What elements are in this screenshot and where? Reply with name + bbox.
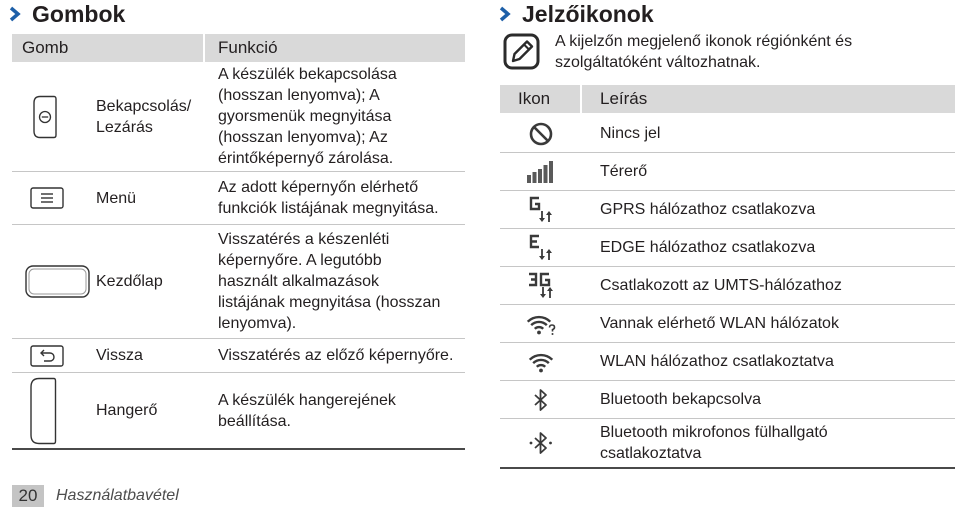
section-title: Gombok <box>32 0 126 27</box>
icon-cell <box>500 267 582 304</box>
key-name: Vissza <box>96 347 143 364</box>
icon-description: Bluetooth mikrofonos fülhallgató csatlakoztatva <box>600 424 828 462</box>
table-row <box>500 381 955 419</box>
volume-key-icon <box>29 377 57 445</box>
signal-strength-icon <box>527 161 555 183</box>
table-row <box>500 343 955 381</box>
note-text: A kijelzőn megjelenő ikonok régiónként és szolgáltatóként változhatnak. <box>555 33 853 71</box>
icon-cell <box>500 305 582 342</box>
icon-cell <box>12 373 96 448</box>
table-row <box>12 62 465 172</box>
table-row <box>500 153 955 191</box>
icon-description: Csatlakozott az UMTS-hálózathoz <box>600 277 842 294</box>
table-header <box>500 85 955 113</box>
icon-description: Bluetooth bekapcsolva <box>600 391 761 408</box>
wlan-connected-icon <box>527 350 555 374</box>
note-icon <box>503 33 540 70</box>
section-title: Jelzőikonok <box>522 0 654 27</box>
icon-description: WLAN hálózathoz csatlakoztatva <box>600 353 834 370</box>
icon-cell <box>500 381 582 418</box>
icon-cell <box>500 115 582 152</box>
table-row <box>12 225 465 339</box>
icon-description: Nincs jel <box>600 125 661 142</box>
column-header-icon: Ikon <box>500 85 580 113</box>
icon-cell <box>12 225 96 338</box>
icon-cell <box>500 229 582 266</box>
key-name: Bekapcsolás/ Lezárás <box>96 97 192 136</box>
buttons-table <box>12 34 465 450</box>
icon-description: GPRS hálózathoz csatlakozva <box>600 201 816 218</box>
chevron-right-icon <box>499 6 511 22</box>
umts-icon <box>527 272 555 300</box>
table-row <box>500 115 955 153</box>
column-header-function: Funkció <box>205 34 465 62</box>
icon-cell <box>500 419 582 467</box>
key-function: Visszatérés a készenléti képernyőre. A legutóbb használt alkalmazások listájának megnyitása (hosszan lenyomva). <box>218 231 441 332</box>
chevron-right-icon <box>9 6 21 22</box>
page-number: 20 <box>12 485 44 507</box>
bluetooth-headset-icon <box>529 430 553 456</box>
icon-cell <box>12 62 96 171</box>
indicator-section-heading <box>499 0 654 28</box>
icon-cell <box>500 191 582 228</box>
table-row <box>500 305 955 343</box>
gprs-icon <box>528 196 554 224</box>
home-key-icon <box>25 265 90 298</box>
menu-key-icon <box>30 187 64 209</box>
icon-cell <box>500 343 582 380</box>
table-row <box>500 419 955 469</box>
table-row <box>500 229 955 267</box>
key-function: Visszatérés az előző képernyőre. <box>218 347 454 364</box>
chapter-title: Használatbavétel <box>56 487 179 504</box>
table-row <box>500 191 955 229</box>
back-key-icon <box>30 345 64 367</box>
icon-description: Térerő <box>600 163 648 180</box>
no-signal-icon <box>528 121 554 147</box>
bluetooth-icon <box>532 387 550 413</box>
icon-cell <box>500 153 582 190</box>
table-row <box>12 172 465 225</box>
table-row <box>500 267 955 305</box>
column-header-key: Gomb <box>12 34 203 62</box>
key-function: Az adott képernyőn elérhető funkciók listájának megnyitása. <box>218 179 439 217</box>
key-function: A készülék hangerejének beállítása. <box>218 391 396 430</box>
edge-icon <box>528 234 554 262</box>
buttons-section-heading <box>9 0 125 28</box>
wlan-available-icon <box>525 312 557 336</box>
power-lock-key-icon <box>32 95 58 139</box>
key-name: Menü <box>96 189 137 207</box>
table-row <box>12 373 465 450</box>
key-function: A készülék bekapcsolása (hosszan lenyomva); A gyorsmenük megnyitása (hosszan lenyomva); Az érintőképernyő zárolása. <box>218 66 397 167</box>
icon-description: Vannak elérhető WLAN hálózatok <box>600 315 839 332</box>
key-name: Kezdőlap <box>96 273 163 290</box>
icon-cell <box>12 339 96 372</box>
key-name: Hangerő <box>96 402 158 419</box>
icon-description: EDGE hálózathoz csatlakozva <box>600 239 816 256</box>
indicator-table <box>500 85 955 469</box>
table-header <box>12 34 465 62</box>
column-header-description: Leírás <box>582 85 955 113</box>
icon-cell <box>12 172 96 224</box>
table-row <box>12 339 465 373</box>
